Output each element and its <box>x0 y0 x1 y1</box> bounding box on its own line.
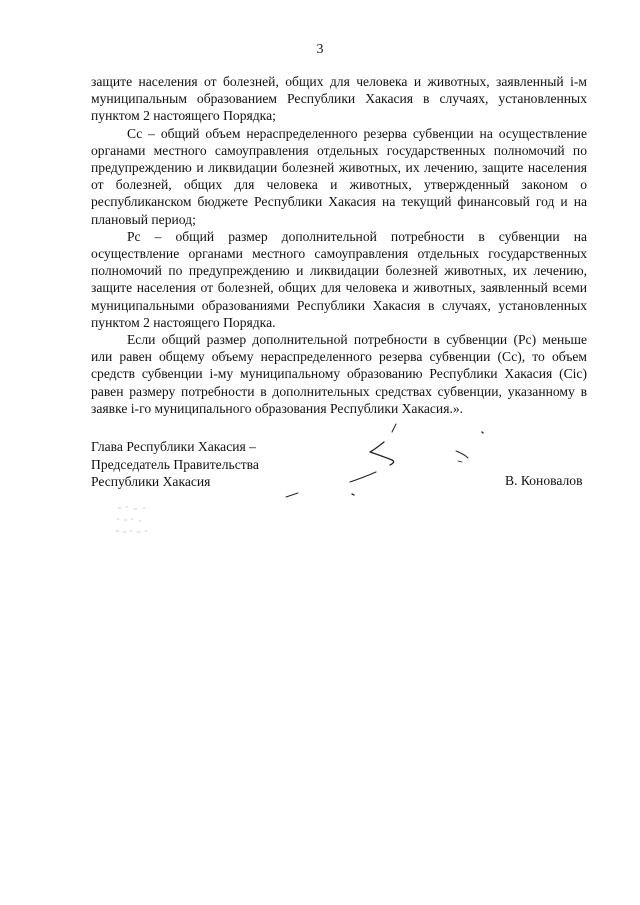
signatory-title <box>91 438 259 491</box>
signatory-title-line: Республики Хакасия <box>91 474 211 489</box>
scan-noise <box>112 500 172 540</box>
paragraph-cc-definition: Сс – общий объем нераспределенного резерва субвенции на осуществление органами местного самоуправления отдельных государственных полномочий по предупреждению и ликвидации болезней животных, их лечению, защите населения от болезней, общих для человека и животных, утвержденный законом о республиканском бюджете Республики Хакасия на текущий финансовый год и на плановый период; <box>91 125 587 227</box>
document-body <box>91 73 587 417</box>
signer-name: В. Коновалов <box>505 473 583 488</box>
signatory-title-line: Председатель Правительства <box>91 456 259 472</box>
paragraph-pc-definition: Рс – общий размер дополнительной потребности в субвенции на осуществление органами местного самоуправления отдельных государственных полномочий по предупреждению и ликвидации болезней животных, их лечению, защите населения от болезней, общих для человека и животных, заявленный всеми муниципальными образованиями Республики Хакасия в случаях, установленных пунктом 2 настоящего Порядка. <box>91 228 587 330</box>
signatory-title-line: Глава Республики Хакасия – <box>91 439 256 454</box>
paragraph-condition: Если общий размер дополнительной потребности в субвенции (Рс) меньше или равен общему объему нераспределенного резерва субвенции (Сс), то объем средств субвенции i-му муниципальному образованию Республики Хакасия (Сiс) равен размеру потребности в дополнительных средствах субвенции, указанному в заявке i-го муниципального образования Республики Хакасия.». <box>91 332 587 416</box>
paragraph-continuation: защите населения от болезней, общих для человека и животных, заявленный i-м муниципальным образованием Республики Хакасия в случаях, установленных пунктом 2 настоящего Порядка; <box>91 74 587 124</box>
handwritten-signature <box>270 418 500 508</box>
page-number: 3 <box>316 42 324 57</box>
